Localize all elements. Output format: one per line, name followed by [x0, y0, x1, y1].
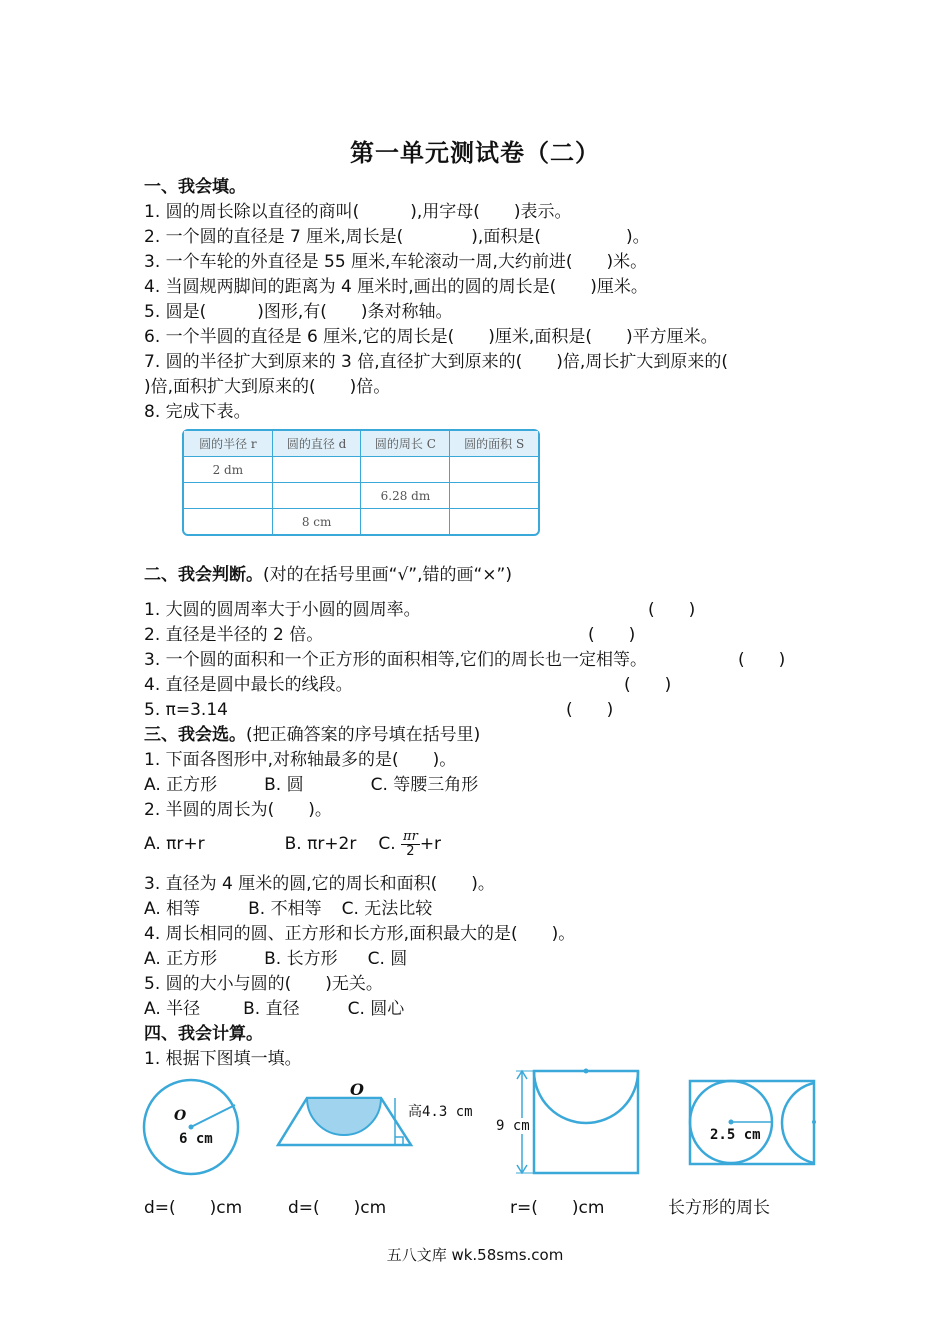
section1-heading: 一、我会填。	[144, 177, 246, 197]
choice-options-4	[144, 948, 407, 970]
section3-heading: 三、我会选。	[144, 725, 246, 745]
section2-note: (对的在括号里画“√”,错的画“×”)	[263, 565, 512, 585]
judge-item-5: 5. π=3.14	[144, 700, 228, 720]
figure-circle	[140, 1075, 245, 1180]
section2-heading-line	[144, 564, 512, 586]
table-cell	[361, 457, 450, 483]
judge-item-4: 4. 直径是圆中最长的线段。	[144, 675, 353, 695]
option-c: C. 圆心	[347, 999, 405, 1019]
fill-in-table	[182, 429, 540, 536]
s1-question-6: 6. 一个半圆的直径是 6 厘米,它的周长是( )厘米,面积是( )平方厘米。	[144, 327, 718, 347]
choice-question-3: 3. 直径为 4 厘米的圆,它的周长和面积( )。	[144, 874, 495, 894]
s1-question-2: 2. 一个圆的直径是 7 厘米,周长是( ),面积是( )。	[144, 227, 650, 247]
radius-line	[191, 1105, 235, 1127]
option-a: A. 正方形	[144, 775, 218, 795]
option-a: A. 正方形	[144, 949, 218, 969]
judge-answer-paren: ( )	[624, 675, 672, 695]
choice-question-1: 1. 下面各图形中,对称轴最多的是( )。	[144, 750, 457, 770]
footer-watermark: 五八文库 wk.58sms.com	[386, 1246, 564, 1264]
fig3-height-label: 9 cm	[496, 1118, 530, 1134]
fig1-center-label: O	[174, 1108, 187, 1124]
option-c: C. 圆	[367, 949, 408, 969]
option-b: B. πr+2r	[284, 834, 357, 854]
fig4-answer: 长方形的周长	[668, 1198, 770, 1218]
section2-heading: 二、我会判断。	[144, 565, 263, 585]
choice-question-4: 4. 周长相同的圆、正方形和长方形,面积最大的是( )。	[144, 924, 576, 944]
table-cell	[450, 483, 538, 509]
figure-trapezoid-semicircle	[275, 1092, 415, 1150]
table-cell	[184, 509, 273, 534]
s1-question-8: 8. 完成下表。	[144, 402, 251, 422]
fraction-tail: +r	[419, 834, 442, 854]
table-row	[184, 509, 538, 534]
option-b: B. 圆	[264, 775, 304, 795]
s1-question-5: 5. 圆是( )图形,有( )条对称轴。	[144, 302, 453, 322]
center-dot	[729, 1120, 734, 1125]
circle-right-arc	[782, 1083, 814, 1163]
choice-options-3	[144, 898, 432, 920]
option-c: C. 等腰三角形	[370, 775, 479, 795]
table-cell: 2 dm	[184, 457, 273, 483]
option-c: C.	[378, 834, 396, 854]
table-header-cell: 圆的半径 r	[184, 431, 273, 457]
judge-item-3: 3. 一个圆的面积和一个正方形的面积相等,它们的周长也一定相等。	[144, 650, 648, 670]
semicircle-arc	[534, 1071, 638, 1123]
option-a: A. πr+r	[144, 834, 205, 854]
figure-rect-semicircle	[512, 1065, 642, 1177]
section3-note: (把正确答案的序号填在括号里)	[246, 725, 481, 745]
center-dot	[189, 1125, 194, 1130]
table-header-cell: 圆的面积 S	[450, 431, 538, 457]
table-cell	[361, 509, 450, 534]
fig2-center-label: O	[350, 1080, 364, 1099]
option-b: B. 直径	[243, 999, 300, 1019]
s1-question-7b: )倍,面积扩大到原来的( )倍。	[144, 377, 391, 397]
option-a: A. 半径	[144, 999, 201, 1019]
option-a: A. 相等	[144, 899, 201, 919]
table-header-cell: 圆的周长 C	[361, 431, 450, 457]
table-cell: 8 cm	[273, 509, 362, 534]
fig4-radius-label: 2.5 cm	[710, 1127, 761, 1143]
page-title: 第一单元测试卷（二）	[350, 138, 600, 167]
table-header-row	[184, 431, 538, 457]
choice-options-1	[144, 774, 478, 796]
s1-question-3: 3. 一个车轮的外直径是 55 厘米,车轮滚动一周,大约前进( )米。	[144, 252, 648, 272]
table-row	[184, 483, 538, 509]
fig2-answer: d=( )cm	[288, 1198, 387, 1218]
section4-heading: 四、我会计算。	[144, 1024, 263, 1044]
figure-rect-two-circles	[686, 1077, 818, 1167]
option-b: B. 不相等	[248, 899, 322, 919]
semicircle-shape	[307, 1098, 381, 1135]
center-dot	[812, 1120, 816, 1124]
judge-answer-paren: ( )	[588, 625, 636, 645]
center-dot	[584, 1069, 589, 1074]
table-cell	[273, 457, 362, 483]
choice-options-5	[144, 998, 404, 1020]
table-cell	[450, 457, 538, 483]
table-cell	[273, 483, 362, 509]
section3-heading-line	[144, 724, 480, 746]
choice-question-5: 5. 圆的大小与圆的( )无关。	[144, 974, 383, 994]
s1-question-4: 4. 当圆规两脚间的距离为 4 厘米时,画出的圆的周长是( )厘米。	[144, 277, 648, 297]
judge-answer-paren: ( )	[738, 650, 786, 670]
choice-options-2	[144, 828, 441, 860]
fig1-answer: d=( )cm	[144, 1198, 243, 1218]
fraction-pi-r-over-2: $\frac{\pi r}{2}$	[403, 828, 418, 859]
table-cell	[450, 509, 538, 534]
judge-answer-paren: ( )	[648, 600, 696, 620]
judge-item-1: 1. 大圆的圆周率大于小圆的圆周率。	[144, 600, 421, 620]
option-c: C. 无法比较	[341, 899, 433, 919]
table-cell	[184, 483, 273, 509]
fig2-height-label: 高4.3 cm	[408, 1104, 473, 1120]
option-b: B. 长方形	[264, 949, 338, 969]
s1-question-1: 1. 圆的周长除以直径的商叫( ),用字母( )表示。	[144, 202, 572, 222]
s1-question-7a: 7. 圆的半径扩大到原来的 3 倍,直径扩大到原来的( )倍,周长扩大到原来的(	[144, 352, 728, 372]
judge-answer-paren: ( )	[566, 700, 614, 720]
fig1-radius-label: 6 cm	[179, 1131, 213, 1147]
fig3-answer: r=( )cm	[510, 1198, 605, 1218]
judge-item-2: 2. 直径是半径的 2 倍。	[144, 625, 324, 645]
choice-question-2: 2. 半圆的周长为( )。	[144, 800, 332, 820]
table-cell: 6.28 dm	[361, 483, 450, 509]
table-row	[184, 457, 538, 483]
calc-question-1: 1. 根据下图填一填。	[144, 1049, 302, 1069]
table-header-cell: 圆的直径 d	[273, 431, 362, 457]
